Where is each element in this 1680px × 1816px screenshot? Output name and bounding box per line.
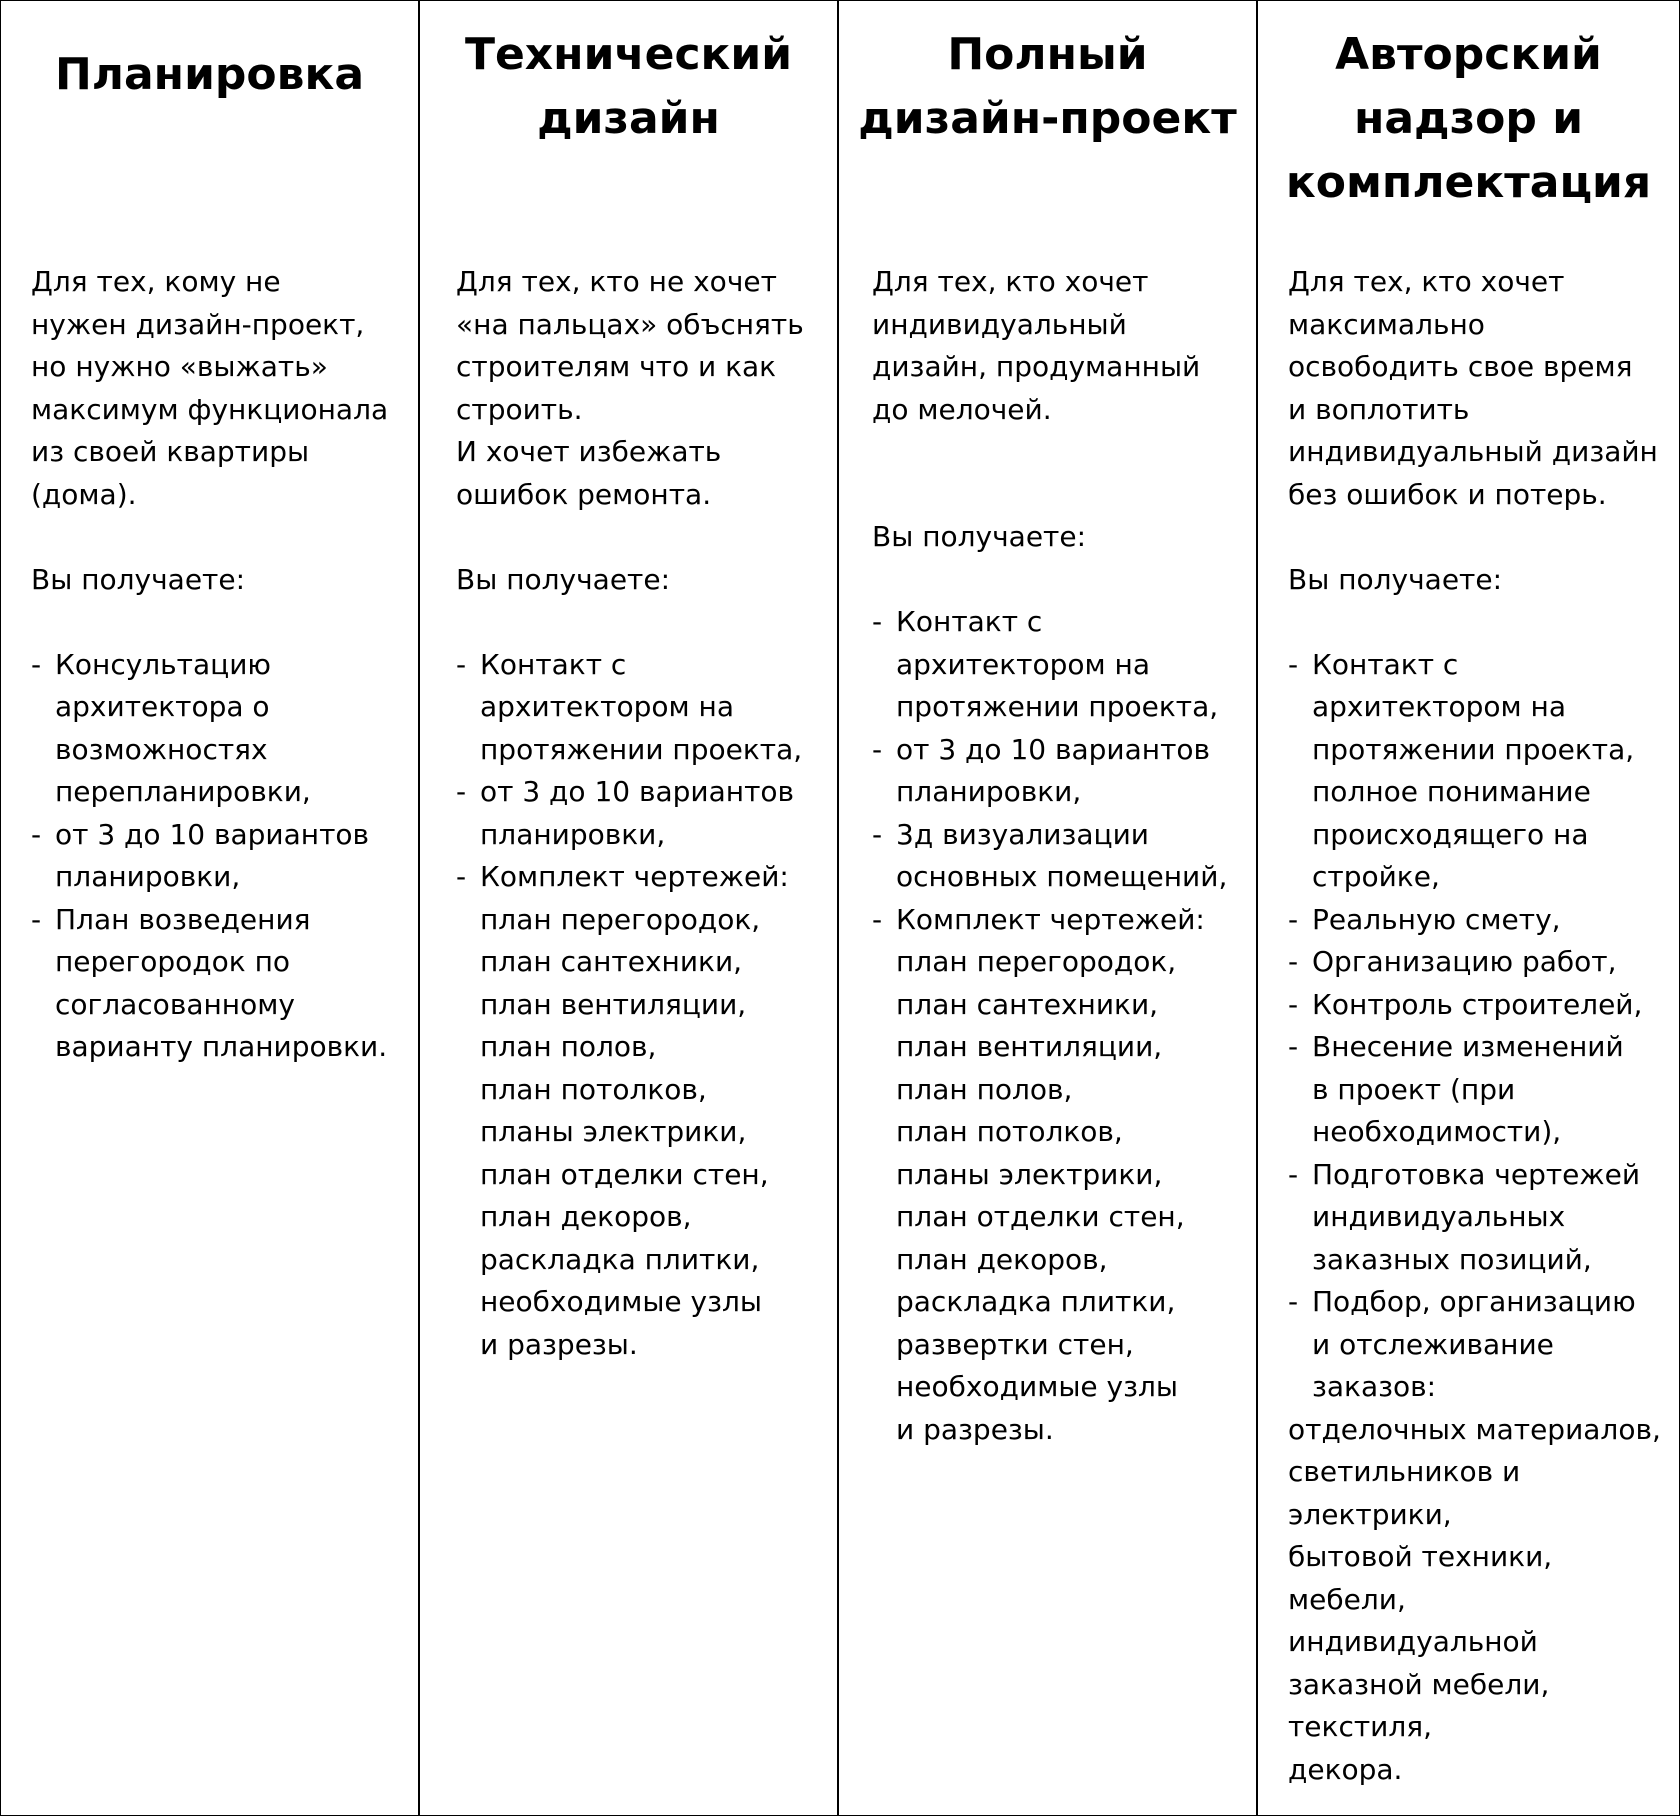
sublist-item: заказной мебели,	[1288, 1667, 1550, 1701]
column-intro: Для тех, кто хочет максимально освободить свое время и воплотить индивидуальный дизайн без ошибок и потерь.	[1288, 265, 1658, 511]
deliverables-list	[456, 644, 837, 899]
sublist-item: план вентиляции,	[480, 987, 747, 1021]
list-item: - от 3 до 10 вариантов планировки,	[456, 775, 795, 851]
column-header	[839, 1, 1256, 261]
drawings-sublist	[872, 941, 1256, 1451]
sublist-item: необходимые узлы	[896, 1370, 1179, 1403]
list-item: - Подбор, организацию и отслеживание заказов:	[1288, 1285, 1636, 1403]
sublist-item: светильников и	[1288, 1455, 1521, 1488]
list-item: - Внесение изменений в проект (при необходимости),	[1288, 1030, 1624, 1148]
sublist-item: текстиля,	[1288, 1710, 1432, 1743]
list-item: - Реальную смету,	[1288, 902, 1561, 936]
column-header	[420, 1, 837, 261]
list-item: - План возведения перегородок по согласованному варианту планировки.	[31, 902, 388, 1063]
column-planning	[1, 1, 420, 1815]
sublist-item: план перегородок,	[480, 902, 761, 936]
sublist-item: бытовой техники,	[1288, 1540, 1553, 1573]
list-item: - Консультацию архитектора о возможностях перепланировки,	[31, 647, 311, 808]
sublist-item: раскладка плитки,	[480, 1242, 760, 1276]
column-title: Планировка	[54, 49, 365, 100]
list-item: - Контакт с архитектором на протяжении проекта,	[456, 647, 803, 766]
column-body	[839, 261, 1256, 1451]
deliverables-list	[1288, 644, 1679, 1409]
column-title: Авторский надзор и комплектация	[1285, 29, 1652, 208]
sublist-item: план потолков,	[480, 1072, 707, 1106]
sublist-item: электрики,	[1288, 1497, 1452, 1531]
sublist-item: план декоров,	[480, 1200, 692, 1233]
sublist-item: планы электрики,	[896, 1157, 1163, 1191]
sublist-item: план отделки стен,	[480, 1157, 769, 1191]
sublist-item: и разрезы.	[896, 1412, 1054, 1446]
sublist-item: декора.	[1288, 1752, 1403, 1786]
sublist-item: план перегородок,	[896, 945, 1177, 978]
sublist-item: план отделки стен,	[896, 1200, 1185, 1233]
column-full-design-project	[839, 1, 1258, 1815]
sublist-item: необходимые узлы	[480, 1285, 763, 1318]
column-header	[1, 1, 418, 261]
sublist-item: раскладка плитки,	[896, 1285, 1176, 1318]
you-get-label: Вы получаете:	[31, 562, 246, 596]
list-item: - от 3 до 10 вариантов планировки,	[31, 817, 370, 893]
sublist-item: план полов,	[896, 1072, 1073, 1106]
column-intro: Для тех, кому не нужен дизайн-проект, но нужно «выжать» максимум функционала из своей квартиры (дома).	[31, 265, 389, 511]
sublist-item: развертки стен,	[896, 1327, 1134, 1361]
column-supervision-and-procurement	[1258, 1, 1679, 1815]
list-item: - от 3 до 10 вариантов планировки,	[872, 732, 1211, 808]
list-item: - Контакт с архитектором на протяжении проекта, полное понимание происходящего на стройке,	[1288, 647, 1635, 893]
column-body	[420, 261, 837, 1366]
sublist-item: план декоров,	[896, 1242, 1108, 1276]
drawings-sublist	[456, 899, 837, 1367]
column-intro: Для тех, кто не хочет «на пальцах» объснять строителям что и как строить. И хочет избежать ошибок ремонта.	[456, 265, 804, 511]
deliverables-list	[872, 601, 1256, 941]
sublist-item: план сантехники,	[896, 987, 1159, 1021]
list-item: - Комплект чертежей:	[456, 860, 789, 893]
sublist-item: план вентиляции,	[896, 1030, 1163, 1063]
list-item: - 3д визуализации основных помещений,	[872, 817, 1228, 893]
orders-sublist	[1288, 1409, 1679, 1792]
list-item: - Подготовка чертежей индивидуальных заказных позиций,	[1288, 1157, 1641, 1276]
sublist-item: план полов,	[480, 1030, 657, 1063]
list-item: - Контакт с архитектором на протяжении проекта,	[872, 605, 1219, 723]
column-title: Технический дизайн	[464, 29, 793, 144]
column-technical-design	[420, 1, 839, 1815]
sublist-item: мебели,	[1288, 1582, 1406, 1616]
column-title: Полный дизайн-проект	[858, 29, 1237, 144]
column-intro: Для тех, кто хочет индивидуальный дизайн, продуманный до мелочей.	[872, 265, 1201, 426]
you-get-label: Вы получаете:	[872, 520, 1087, 553]
sublist-item: индивидуальной	[1288, 1625, 1538, 1658]
column-header	[1258, 1, 1679, 261]
you-get-label: Вы получаете:	[1288, 562, 1503, 596]
deliverables-list	[31, 644, 418, 1069]
sublist-item: отделочных материалов,	[1288, 1412, 1661, 1446]
list-item: - Комплект чертежей:	[872, 902, 1205, 936]
sublist-item: и разрезы.	[480, 1327, 638, 1361]
sublist-item: план потолков,	[896, 1115, 1123, 1148]
sublist-item: планы электрики,	[480, 1115, 747, 1148]
column-body	[1258, 261, 1679, 1791]
column-body	[1, 261, 418, 1069]
list-item: - Контроль строителей,	[1288, 987, 1643, 1021]
sublist-item: план сантехники,	[480, 945, 743, 978]
list-item: - Организацию работ,	[1288, 945, 1617, 978]
you-get-label: Вы получаете:	[456, 562, 671, 596]
